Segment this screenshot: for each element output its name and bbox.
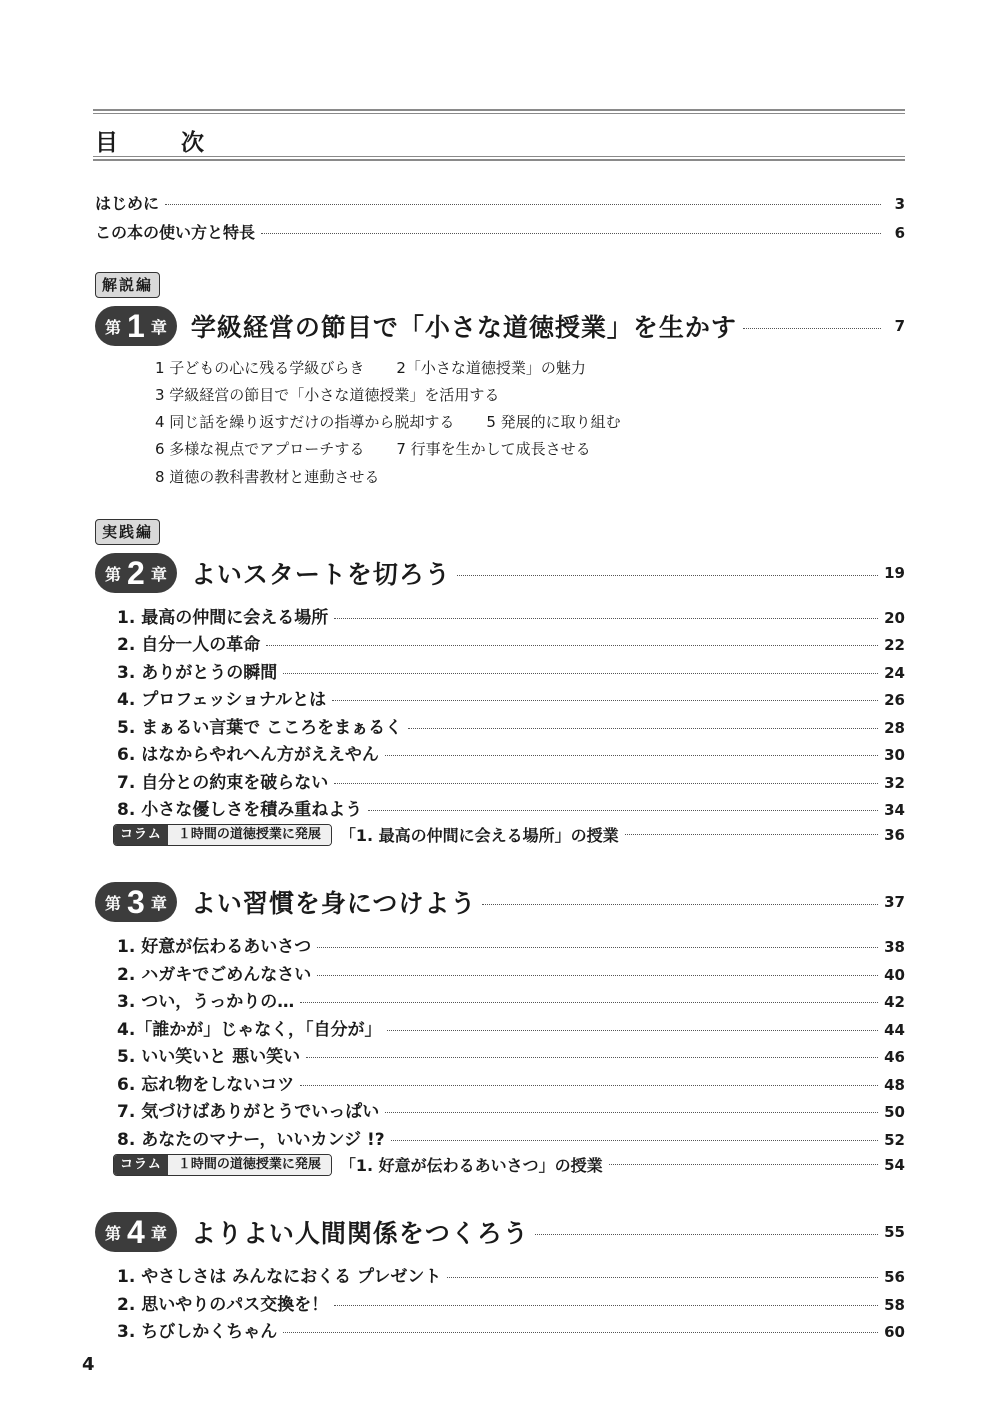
entry-page: 44 (884, 1021, 905, 1039)
entry-label: 3. ちびしかくちゃん (117, 1322, 278, 1342)
dot-leader (165, 204, 881, 205)
entry-label: 4. プロフェッショナルとは (117, 690, 327, 710)
chapter-title: よりよい人間関係をつくろう (190, 1219, 529, 1248)
toc-entry[interactable] (117, 1015, 905, 1040)
toc-entry[interactable] (117, 1262, 905, 1287)
column-desc: １時間の道徳授業に発展 (168, 1155, 331, 1175)
dot-leader (283, 673, 878, 674)
chapter-3-heading[interactable] (95, 882, 905, 922)
page-number: 4 (82, 1354, 95, 1375)
entry-page: 56 (884, 1268, 905, 1286)
dot-leader (334, 783, 878, 784)
top-rule (93, 109, 905, 114)
chapter-prefix: 第 (105, 893, 122, 913)
column-badge (113, 824, 332, 846)
dot-leader (391, 1140, 878, 1141)
entry-label: 5. いい笑いと 悪い笑い (117, 1047, 301, 1067)
chapter-page: 55 (884, 1223, 905, 1241)
dot-leader (743, 328, 881, 329)
entry-label: 6. 忘れ物をしないコツ (117, 1075, 295, 1095)
entry-label: 8. 小さな優しさを積み重ねよう (117, 800, 363, 820)
toc-entry[interactable] (117, 740, 905, 765)
ch1-topic: 5 発展的に取り組む (486, 413, 621, 431)
chapter-suffix: 章 (150, 564, 167, 584)
chapter-number: 4 (127, 1214, 145, 1250)
entry-label: 2. 思いやりのパス交換を！ (117, 1295, 329, 1315)
entry-page: 54 (884, 1155, 905, 1174)
entry-label: 8. あなたのマナー，いいカンジ !? (117, 1130, 385, 1150)
entry-label: 1. 好意が伝わるあいさつ (117, 937, 312, 957)
dot-leader (300, 1085, 878, 1086)
entry-label: 5. まぁるい言葉で こころをまぁるく (117, 718, 403, 738)
ch1-subline-3 (155, 411, 621, 432)
dot-leader (306, 1057, 878, 1058)
ch1-topic: 8 道徳の教科書教材と連動させる (155, 468, 380, 486)
entry-page: 36 (884, 825, 905, 844)
chapter-prefix: 第 (105, 1223, 122, 1243)
dot-leader (482, 904, 878, 905)
chapter-title: よいスタートを切ろう (190, 560, 451, 589)
dot-leader (334, 1305, 878, 1306)
dot-leader (283, 1332, 878, 1333)
section-badge-jissen: 実践編 (95, 519, 160, 545)
chapter-badge (95, 306, 177, 346)
chapter-suffix: 章 (150, 1223, 167, 1243)
toc-entry[interactable] (117, 795, 905, 820)
toc-entry[interactable] (117, 1125, 905, 1150)
entry-label: 2. ハガキでごめんなさい (117, 965, 312, 985)
toc-entry-hajimeni[interactable] (95, 191, 905, 214)
ch1-subline-2 (155, 384, 499, 405)
dot-leader (457, 575, 878, 576)
ch1-topic: 7 行事を生かして成長させる (396, 440, 591, 458)
toc-entry[interactable] (117, 630, 905, 655)
chapter-suffix: 章 (150, 317, 167, 337)
dot-leader (385, 755, 878, 756)
entry-page: 50 (884, 1103, 905, 1121)
dot-leader (447, 1277, 878, 1278)
dot-leader (300, 1002, 878, 1003)
dot-leader (261, 233, 881, 234)
chapter-number: 2 (127, 555, 145, 591)
entry-label: 3. ありがとうの瞬間 (117, 663, 278, 683)
dot-leader (317, 947, 878, 948)
entry-page: 22 (884, 636, 905, 654)
dot-leader (334, 618, 878, 619)
toc-entry[interactable] (117, 685, 905, 710)
toc-entry[interactable] (117, 1070, 905, 1095)
section-badge-kaisetsu: 解説編 (95, 272, 160, 298)
toc-entry[interactable] (117, 658, 905, 683)
entry-label: 3. つい，うっかりの… (117, 992, 295, 1012)
toc-entry[interactable] (117, 987, 905, 1012)
toc-entry[interactable] (117, 713, 905, 738)
chapter-4-heading[interactable] (95, 1212, 905, 1252)
dot-leader (266, 645, 878, 646)
column-entry-ch3[interactable] (113, 1153, 905, 1176)
toc-entry[interactable] (117, 960, 905, 985)
entry-label: この本の使い方と特長 (95, 223, 256, 242)
entry-page: 42 (884, 993, 905, 1011)
dot-leader (368, 810, 878, 811)
column-text: 「1. 好意が伝わるあいさつ」の授業 (339, 1156, 603, 1175)
chapter-2-heading[interactable] (95, 553, 905, 593)
chapter-badge (95, 1212, 177, 1252)
dot-leader (387, 1030, 878, 1031)
entry-page: 26 (884, 691, 905, 709)
ch1-topic: 6 多様な視点でアプローチする (155, 440, 365, 458)
entry-page: 60 (884, 1323, 905, 1341)
entry-page: 48 (884, 1076, 905, 1094)
ch1-subline-1 (155, 357, 586, 378)
entry-label: 7. 自分との約束を破らない (117, 773, 329, 793)
column-badge (113, 1154, 332, 1176)
ch1-subline-5 (155, 466, 379, 487)
chapter-number: 3 (127, 884, 145, 920)
chapter-badge (95, 553, 177, 593)
chapter-badge (95, 882, 177, 922)
column-tag: コラム (114, 825, 168, 845)
entry-page: 30 (884, 746, 905, 764)
entry-page: 52 (884, 1131, 905, 1149)
toc-entry[interactable] (117, 1290, 905, 1315)
entry-page: 20 (884, 609, 905, 627)
entry-page: 24 (884, 664, 905, 682)
dot-leader (385, 1112, 878, 1113)
chapter-page: 37 (884, 893, 905, 911)
chapter-suffix: 章 (150, 893, 167, 913)
chapter-number: 1 (127, 308, 145, 344)
entry-label: 1. やさしさは みんなにおくる プレゼント (117, 1267, 442, 1287)
dot-leader (625, 834, 878, 835)
dot-leader (332, 700, 878, 701)
toc-title: 目 次 (95, 130, 224, 156)
chapter-1-heading[interactable] (95, 306, 905, 346)
dot-leader (408, 728, 878, 729)
dot-leader (317, 975, 878, 976)
chapter-prefix: 第 (105, 564, 122, 584)
ch1-subline-4 (155, 438, 591, 459)
ch1-topic: 1 子どもの心に残る学級びらき (155, 359, 365, 377)
column-text: 「1. 最高の仲間に会える場所」の授業 (339, 826, 619, 845)
dot-leader (535, 1234, 878, 1235)
chapter-page: 7 (894, 317, 905, 335)
entry-page: 58 (884, 1296, 905, 1314)
entry-page: 6 (894, 224, 905, 242)
entry-page: 38 (884, 938, 905, 956)
bottom-rule (93, 156, 905, 161)
entry-page: 40 (884, 966, 905, 984)
entry-label: 4.「誰かが」じゃなく，「自分が」 (117, 1020, 382, 1040)
toc-entry[interactable] (117, 603, 905, 628)
entry-page: 32 (884, 774, 905, 792)
ch1-topic: 4 同じ話を繰り返すだけの指導から脱却する (155, 413, 455, 431)
ch1-topic: 2「小さな道徳授業」の魅力 (396, 359, 586, 377)
entry-page: 46 (884, 1048, 905, 1066)
entry-label: 1. 最高の仲間に会える場所 (117, 608, 329, 628)
column-desc: １時間の道徳授業に発展 (168, 825, 331, 845)
entry-label: 2. 自分一人の革命 (117, 635, 261, 655)
dot-leader (609, 1164, 878, 1165)
column-entry-ch2[interactable] (113, 823, 905, 846)
ch1-topic: 3 学級経営の節目で「小さな道徳授業」を活用する (155, 386, 500, 404)
toc-entry[interactable] (117, 1097, 905, 1122)
entry-page: 3 (894, 195, 905, 213)
entry-label: 7. 気づけばありがとうでいっぱい (117, 1102, 380, 1122)
column-tag: コラム (114, 1155, 168, 1175)
chapter-title: よい習慣を身につけよう (190, 889, 477, 918)
chapter-title: 学級経営の節目で「小さな道徳授業」を生かす (190, 313, 737, 342)
entry-page: 28 (884, 719, 905, 737)
toc-entry[interactable] (117, 1317, 905, 1342)
chapter-prefix: 第 (105, 317, 122, 337)
entry-label: はじめに (95, 194, 160, 213)
toc-entry-howto[interactable] (95, 220, 905, 243)
toc-entry[interactable] (117, 768, 905, 793)
toc-entry[interactable] (117, 1042, 905, 1067)
entry-page: 34 (884, 801, 905, 819)
toc-entry[interactable] (117, 932, 905, 957)
entry-label: 6. はなからやれへん方がええやん (117, 745, 379, 765)
chapter-page: 19 (884, 564, 905, 582)
